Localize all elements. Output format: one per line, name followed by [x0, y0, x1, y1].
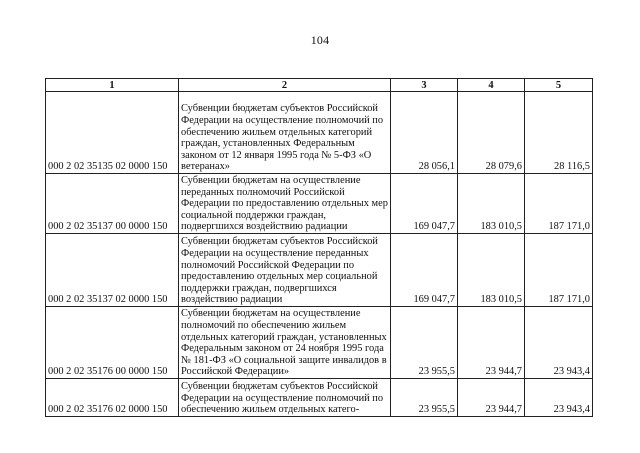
budget-code: 000 2 02 35176 00 0000 150: [46, 307, 179, 379]
value-col-5: 187 171,0: [525, 174, 593, 234]
value-col-3: 169 047,7: [391, 174, 458, 234]
table-header-row: [46, 79, 593, 92]
column-header-2: 2: [179, 79, 391, 92]
value-col-4: 28 079,6: [458, 92, 525, 174]
table-row: [46, 379, 593, 417]
budget-code: 000 2 02 35137 00 0000 150: [46, 174, 179, 234]
value-col-4: 23 944,7: [458, 307, 525, 379]
row-description: Субвенции бюджетам субъектов Российской Федерации на осуществление полномочий по обеспечению жильем отдельных катего-: [179, 379, 391, 417]
value-col-3: 23 955,5: [391, 307, 458, 379]
table-row: [46, 307, 593, 379]
page-number: 104: [310, 33, 330, 47]
budget-table: [45, 78, 593, 417]
table-row: [46, 234, 593, 307]
value-col-4: 23 944,7: [458, 379, 525, 417]
value-col-3: 28 056,1: [391, 92, 458, 174]
table-row: [46, 92, 593, 174]
budget-code: 000 2 02 35137 02 0000 150: [46, 234, 179, 307]
budget-code: 000 2 02 35176 02 0000 150: [46, 379, 179, 417]
row-description: Субвенции бюджетам на осуществление полномочий по обеспечению жильем отдельных категорий граждан, установленных Федеральным законом от 24 ноября 1995 года № 181-ФЗ «О социальной защите инвалидов в Российской Федерации»: [179, 307, 391, 379]
value-col-4: 183 010,5: [458, 234, 525, 307]
column-header-4: 4: [458, 79, 525, 92]
value-col-4: 183 010,5: [458, 174, 525, 234]
table-row: [46, 174, 593, 234]
value-col-3: 169 047,7: [391, 234, 458, 307]
column-header-3: 3: [391, 79, 458, 92]
row-description: Субвенции бюджетам субъектов Российской Федерации на осуществление полномочий по обеспечению жильем отдельных категорий граждан, установленных Федеральным законом от 12 января 1995 года № 5-ФЗ «О ветеранах»: [179, 92, 391, 174]
value-col-5: 23 943,4: [525, 379, 593, 417]
column-header-1: 1: [46, 79, 179, 92]
column-header-5: 5: [525, 79, 593, 92]
budget-code: 000 2 02 35135 02 0000 150: [46, 92, 179, 174]
row-description: Субвенции бюджетам на осуществление переданных полномочий Российской Федерации по предоставлению отдельных мер социальной поддержки граждан, подвергшихся воздействию радиации: [179, 174, 391, 234]
value-col-3: 23 955,5: [391, 379, 458, 417]
row-description: Субвенции бюджетам субъектов Российской Федерации на осуществление переданных полномочий Российской Федерации по предоставлению отдельных мер социальной поддержки граждан, подвергшихся воздействию радиации: [179, 234, 391, 307]
value-col-5: 187 171,0: [525, 234, 593, 307]
value-col-5: 28 116,5: [525, 92, 593, 174]
value-col-5: 23 943,4: [525, 307, 593, 379]
